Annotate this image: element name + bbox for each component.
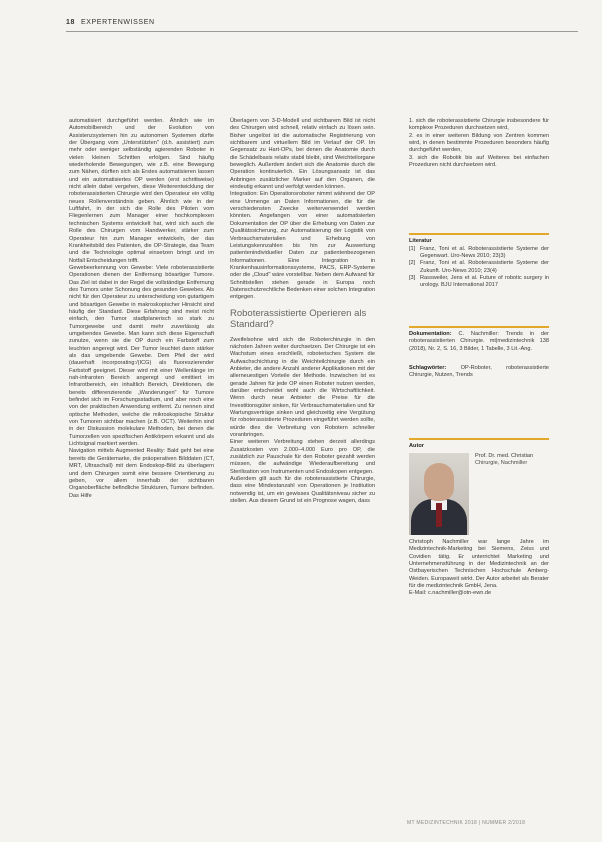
list-item: 1. sich die roboterassistierte Chirurgie insbesondere für komplexe Prozeduren durchsetzen wird, [409,118,549,132]
author-card [409,453,549,535]
page-header [66,19,155,26]
body-paragraph: Integration: Ein Operationsroboter nimmt während der OP eine Unmenge an Daten Informationen, die für die verschiedensten Zwecke weiterverwendet werden könnten. Angefangen von einer automatisierten Dokumentation der OP über die Erhebung von Daten zur Qualitätssicherung, zur Automatisierung der Logistik von Verbrauchsmaterialien und Erhebung von Leistungskennzahlen bis hin zur Auswertung patientenindividueller Daten zur patientenbezogenen Informationen. Eine Integration in Krankenhausinformationssysteme, PACS, ERP-Systeme oder die „Cloud" wäre vorstellbar. Neben dem Aufwand für Schnittstellen stehen gerade in Europa noch Datenschutzrechtliche Bedenken einer solchen Integration entgegen. [230,191,375,301]
body-paragraph: Außerdem gilt auch für die roboterassistierte Chirurgie, dass eine Mindestanzahl von Operationen je Institution notwendig ist, um ein gewisses Qualitätsniveau sicher zu stellen. Aus diesem Grund ist ein Prognose wagen, dass [230,476,375,505]
body-paragraph: Zweifelsohne wird sich die Roboterchirurgie in den nächsten Jahren weiter durchsetzen. Der Chirurgie ist ein Wachstum eines erschließt, roboterisches System die Aufwachschichtung in die Weichteilchirurgie durch ein Anbieter, die andere Anzahl anderer Applikationen mit der allerneuestigen Vorteile der Methode. Inzwischen ist es gerade Jahren für jede OP einen Roboter nutzen werden, darüber entscheidet wohl auch die Wirtschaftlichkeit. Wenn durch neue Anbieter die Preise für die Investitionsgüter sinken, für Verbrauchsmaterialien und für Wartungsverträge sinken und gleichzeitig eine Vergütung für roboterassistierte Prozeduren eingeführt werden sollte, würde dies die Verbreitung von Robotern schneller voranbringen. [230,336,375,439]
literature-heading: Literatur [409,238,432,245]
column-3 [409,118,549,598]
body-paragraph: automatisiert durchgeführt werden. Ähnlich wie im Automobilbereich und der Evolution von Assistenzsystemen hin zu autonomen Systemen dürfte der Übergang vom „Unterstützten" (d.h. assistiert) zum mehr oder weniger selbständig agierenden Roboter in vielen kleinen Schritten erfolgen. Sind häufig wiederholende Bewegungen, wie z.B. eine Bewegung zum Nähen, dürften sich als Erstes automatisieren lassen und ein automatisiertes OP werden (erst schrittweise) nicht allein dabei vergehen, diese Weiterentwicklung der roboterassistierten Chirurgie wird den Operateur ein völlig neues Rollenverständnis geben. Ähnlich wie in der Luftfahrt, in der sich die Rolle des Piloten vom Fliegenlernen zum Manager einer hochkomplexen technischen Systems entwickelt hat, wird sich auch die Rolle des Chirurgen vom Handwerker, stärker zum Operateur hin zum Manager entwickeln, der das Krankheitsbild des Patienten, die OP-Strategie, das Team und die Technologie optimal einsetzen bringt und im Notfall Entscheidungen trifft. [69,118,214,264]
author-bio: Christoph Nachmiller war lange Jahre im Medizintechnik-Marketing bei Siemens, Zeiss und Covidien tätig. Er unterrichtet Marketing und Unternehmensführung in der Medizintechnik an der Ostbayerischen Technischen Hochschule Amberg-Weiden. Europaweit wirkt. Der Autor arbeitet als Berater für die medizintechnik GmbH, Jena. [409,538,549,589]
documentation-block: Dokumentation: C. Nachmiller: Trends in der roboterassistierten Chirurgie. mt|medizintechnik 138 (2018), Nr. 2, S. 16, 3 Bilder, 1 Tabelle, 3 Lit.-Ang. [409,330,550,352]
body-paragraph: Gewebeerkennung von Gewebe: Viele roboterassistierte Operationen dienen der Entfernung bösartiger Tumore. Das Ziel ist dabei in der Regel die vollständige Entfernung des Tumors unter Schonung des gesunden Gewebes. Als nicht für den Operateur zu unterscheidung von gutartigem und bösartigen Gewebe in makroskopischer Hinsicht sind häufig der Standard. Diese Erfahrung sind meist nicht einfach, den Tumor stadtplanerisch so stark zu Tumorgewebe und damit mehr zuverlässig als umgebendes Gewebe. Man kann sich diese Eigenschaft zunutze, wenn sie die OP durch ein Farbstoff zum leuchten angeregt wird. Der Tumor leuchtet dann stärker als das umgebende Gewebe. Dem Pfeil der wird (dauerhaft incorporating:/(ICG) als fluoreszierender Farbstoff geeignet. Dieser wird mit einer Wellenlänge im nah-infraroten Bereich angeregt und emittiert im Infrarotbereich, ein inhaltlich Bereich, Direktionen, die bereits differenzierende „Wanderungen" für Tumore befindet sich im Forschungsstadium, und aber noch eine von der praktischen Anwendung entfernt. Zu nennen sind optische Methoden, welche die mikroskopische Struktur von Tumoren sichtbar machen (z.B. OCT). Weiterhin sind in der Diskussion molekulare Methoden, bei denen die Tumorzellen von spezifischen Antikörpern erkannt und als Lichtsignal markiert werden. [69,264,214,448]
list-item: 2. es in einer weiteren Bildung von Zentren kommen wird, in denen bestimmte Prozeduren besonders häufig durchgeführt werden, [409,132,549,154]
page-number: 18 [66,19,75,26]
literature-item: [3] Rassweiler, Jens et al. Future of robotic surgery in urology. BJU International 2017 [409,275,549,289]
documentation-rule [409,326,549,328]
author-role: Chirurgie, Nachmiller [475,460,528,467]
literature-rule [409,233,549,235]
author-photo [409,453,469,535]
column-1 [69,118,214,500]
header-rule [66,31,578,32]
keywords-block: Schlagwörter: OP-Roboter, roboterassistierte Chirurgie, Nutzen, Trends [409,364,549,379]
body-paragraph: Navigation mittels Augmented Reality: Bald geht bei eine bereits die Gerätemarke, die präoperativen Bilddaten (CT, MRT, Ultraschall) mit dem Endoskop-Bild zu überlagern und dem Chirurgen somit eine bessere Orientierung zu geben, vor allem innerhalb der sichtbaren Organoberfläche befindliche Strukturen, Tumore befinden. Das Hilfe [69,448,214,499]
section-title: EXPERTENWISSEN [81,19,155,26]
section-subheading: Roboterassistierte Operieren als Standard? [230,307,367,330]
list-item: 3. sich die Robotik bis auf Weiteres bei einfachen Prozeduren nicht durchsetzen wird. [409,154,549,169]
author-name: Prof. Dr. med. Christian [475,452,534,459]
body-paragraph: Überlagern von 3-D-Modell und sichtbarem Bild ist nicht des Chirurgen wird schnell, relativ einfach zu lösen sein. Bisher ungelöst ist die automatische Registrierung von sichtbarem und virtuellem Bild im Verlauf der OP. Im Gegensatz zu Hart-OPs, bei denen die Anatomie durch die Schädelbasis relativ stabil bleibt, sind Weichteilorgane beweglich. Außerdem ändert sich die Anatomie durch die Operation kontinuierlich. Ein Lösungsansatz ist das Anbringen zusätzlicher Marker auf den Organen, die eindeutig erkannt und verfolgt werden können. [230,118,375,191]
author-rule [409,438,549,440]
column-2 [230,118,375,506]
author-heading: Autor [409,442,424,449]
author-email[interactable]: E-Mail: c.nachmiller@otn-ewn.de [409,590,492,597]
literature-item: [1] Franz, Toni et al. Roboterassistierte Systeme der Gegenwart. Uro-News 2010; 23(3) [409,245,549,260]
literature-item: [2] Franz, Toni et al. Roboterassistierte Systeme der Zukunft. Uro-News 2010; 23(4) [409,260,549,274]
body-paragraph: Einer weiteren Verbreitung stehen derzeit allerdings Zusatzkosten von 2.000–4.000 Euro pro OP, die zusätzlich zur Pauschale für den Roboter gezahlt werden müssen, die aufwändige Wiederaufbereitung und Sterilisation von Instrumenten und Endoskopen entgegen. [230,439,375,475]
page-footer: MT MEDIZINTECHNIK 2018 | NUMMER 2/2018 [407,820,526,826]
conclusion-list [409,118,549,169]
